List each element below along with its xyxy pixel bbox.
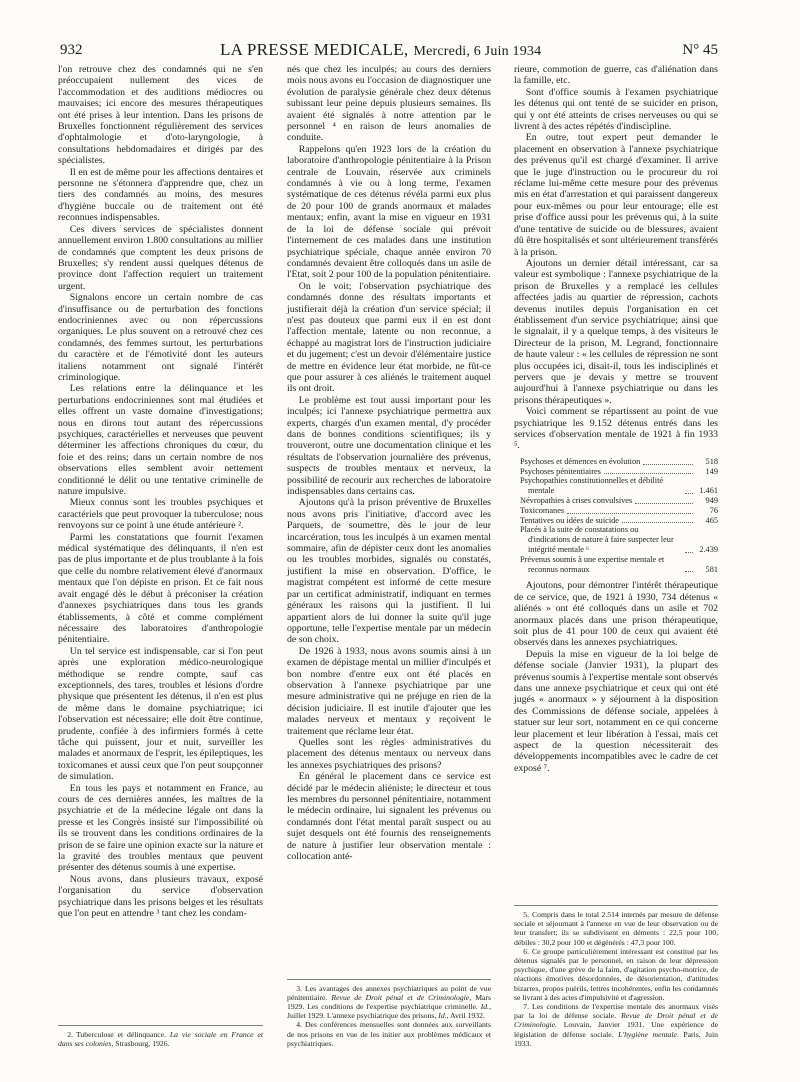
paragraph: Ajoutons qu'à la prison préventive de Bruxelles nous avons pris l'initiative, d'accord avec les Parquets, de soumettre, dès le jour de leur incarcération, tous les inculpés à un examen mental sommaire, afin de dépister ceux dont les anomalies ou les troubles morbides, signalés ou constatés, justifient la mise en observation. D'office, le magistrat compétent est informé de cette mesure par un certificat administratif, indiquant en termes généraux les raisons qui la justifient. Il lui appartient alors de lui donner la suite qu'il juge opportune, telle l'expertise mentale par un médecin de son choix. <box>287 497 491 646</box>
paragraph: Signalons encore un certain nombre de cas d'insuffisance ou de perturbation des fonctions endocriniennes avec ou non répercussions organiques. Le plus souvent on a retrouvé chez ces condamnés, des femmes surtout, les perturbations du caractère et de l'émotivité dont les auteurs italiens notamment ont signalé l'intérêt criminologique. <box>58 292 263 383</box>
footnote-number: 6. <box>523 946 529 956</box>
table-row <box>520 506 718 516</box>
paragraph: Mieux connus sont les troubles psychiques et caractériels que peut provoquer la tuberculose; nous renvoyons sur ce point à une étude antérieure ². <box>58 497 263 532</box>
row-value: 581 <box>705 564 718 574</box>
footnote-text: , Strasbourg, 1926. <box>111 1038 170 1048</box>
column-2-body <box>287 64 491 862</box>
table-row <box>520 496 718 506</box>
paragraph: rieure, commotion de guerre, cas d'aliénation dans la famille, etc. <box>514 64 718 87</box>
row-label: Psychopathies constitutionnelles et débilité mentale <box>520 476 664 496</box>
footnote-5 <box>514 910 718 947</box>
footnote-citation: Revue de Droit pénal et de Criminologie <box>331 992 470 1002</box>
dot-leader <box>685 493 693 494</box>
page-number: 932 <box>60 42 83 58</box>
paragraph: Sont d'office soumis à l'examen psychiatrique les détenus qui ont tenté de se suicider en prison, qui y ont été atteints de crises nerveuses ou qui se livrent à des actes répétés d'indiscipline. <box>514 86 718 133</box>
paragraph: nés que chez les inculpés; au cours des derniers mois nous avons eu l'occasion de diagnostiquer une évolution de paralysie générale chez deux détenus subissant leur peine depuis plusieurs semaines. Ils avaient été signalés à notre attention par le personnel ⁴ en raison de leurs anomalies de conduite. <box>287 64 491 144</box>
footnote-text: . Louvain, Janvier 1931. Une expérience de législation de défense sociale. <box>514 1020 718 1039</box>
footnote-number: 2. <box>67 1029 73 1039</box>
paragraph: Les relations entre la délinquance et les perturbations endocriniennes sont mal étudiées et elles offrent un vaste domaine d'investigations; nous en dirons tout autant des répercussions psychiques, caractérielles et nerveuses que peuvent déterminer les affections chroniques du cœur, du foie et des reins; dans un certain nombre de nos observations elles semblent avoir nettement conditionné le délit ou une tentative criminelle de nature impulsive. <box>58 383 263 498</box>
footnote-number: 3. <box>296 983 302 993</box>
table-row <box>520 467 718 477</box>
paragraph: Ajoutons un dernier détail intéressant, car sa valeur est symbolique : l'annexe psychiatrique de la prison de Bruxelles y a remplacé les cellules affectées jadis au quartier de répression, cachots devenus inutiles depuis l'organisation en cet établissement d'un service psychiatrique; ainsi que le signalait, il y a quelque temps, à des visiteurs le Directeur de la prison, M. Legrand, fonctionnaire de haute valeur : « les cellules de répression ne sont plus occupées ici, disait-il, tous les indisciplinés et pervers que je devais y mettre se trouvent aujourd'hui à l'annexe psychiatrique ou dans les prisons thérapeutiques ». <box>514 257 718 406</box>
row-value: 465 <box>705 515 718 525</box>
row-value: 149 <box>705 466 718 476</box>
paragraph: Parmi les constatations que fournit l'examen médical systématique des délinquants, il n'en est pas de plus importante et de plus troublante à la fois que celle du nombre relativement élevé d'anormaux mentaux que l'on dépiste en prison. Et ce fait nous avait engagé dès le début à préconiser la création d'annexes psychiatriques dans tous les grands établissements, à côté et comme complément nécessaire des laboratoires d'anthropologie pénitentiaire. <box>58 531 263 646</box>
paragraph: l'on retrouve chez des condamnés qui ne s'en préoccupaient nullement des vices de l'accommodation et des auditions médiocres ou mauvaises; ici encore des mesures thérapeutiques ont été prises à leur intention. Dans les prisons de Bruxelles fonctionnent régulièrement des services d'ophtalmologie et d'oto-laryngologie, à consultations hebdomadaires et dirigés par des spécialistes. <box>58 64 263 167</box>
paragraph: Ces divers services de spécialistes donnent annuellement environ 1.800 consultations au millier de condamnés que comptent les deux prisons de Bruxelles; s'y rendent aussi quelques détenus de province dont l'affection requiert un traitement urgent. <box>58 223 263 292</box>
row-value: 1.461 <box>699 486 718 496</box>
footnote-3 <box>287 984 491 1021</box>
paragraph: Nous avons, dans plusieurs travaux, exposé l'organisation du service d'observation psychiatrique dans les prisons belges et les résultats que l'on peut en attendre ³ tant chez les condam- <box>58 873 263 920</box>
dot-leader <box>635 503 693 504</box>
table-row <box>520 555 718 575</box>
row-label: Tentatives ou idées de suicide <box>520 515 619 525</box>
paragraph: En tous les pays et notamment en France, au cours de ces dernières années, les maîtres de la psychiatrie et de la médecine légale ont dans la presse et les Congrès insisté sur l'impossibilité où ils se trouvent dans les conditions ordinaires de la prison de se faire une opinion exacte sur la nature et la gravité des troubles mentaux que peuvent présenter des détenus soumis à une expertise. <box>58 782 263 874</box>
column-1 <box>58 64 263 1048</box>
column-2 <box>287 64 491 1048</box>
statistics-table <box>520 457 718 575</box>
table-row <box>520 516 718 526</box>
footnote-text: , Juillet 1929. L'annexe psychiatrique des prisons, <box>287 1001 491 1021</box>
paragraph: En général le placement dans ce service est décidé par le médecin aliéniste; le directeur et tous les membres du personnel pénitentiaire, notamment le médecin ordinaire, lui signalent les prévenus ou condamnés dont l'état mental paraît suspect ou au sujet desquels ont été fournis des renseignements de nature à justifier leur observation mentale : collocation anté- <box>287 771 491 863</box>
footnote-text: Les avantages des annexes psychiatriques au point de vue pénitentiaire. <box>287 983 491 1002</box>
dot-leader <box>643 464 693 465</box>
footnote-text: Des conférences mensuelles sont données aux surveillants de nos prisons en vue de les initier aux problèmes médicaux et psychiatriques. <box>287 1020 491 1048</box>
table-row <box>520 457 718 467</box>
row-label: Placés à la suite de constatations ou d'indications de nature à faire suspecter leur intégrité mentale ⁶ <box>520 525 674 554</box>
row-value: 949 <box>705 496 718 505</box>
footnote-text: Les conditions de l'expertise mentale des anormaux visés par la loi de défense sociale. <box>514 1001 718 1021</box>
row-value: 2.439 <box>699 544 718 554</box>
paragraph: Ajoutons, pour démontrer l'intérêt thérapeutique de ce service, que, de 1921 à 1930, 734 détenus « aliénés » ont été colloqués dans un asile et 702 anormaux placés dans une prison thérapeutique, soit plus de 41 pour 100 de ceux qui avaient été observés dans les annexes psychiatriques. <box>514 580 718 649</box>
footnote-citation: La vie sociale en France et dans ses colonies <box>58 1029 263 1048</box>
paragraph: De 1926 à 1933, nous avons soumis ainsi à un examen de dépistage mental un millier d'inculpés et bon nombre d'entre eux ont été placés en observation à l'annexe psychiatrique par une mesure administrative qui ne préjuge en rien de la décision judiciaire. Il est inutile d'ajouter que les malades nerveux et mentaux y reçoivent le traitement que réclame leur état. <box>287 645 491 737</box>
journal-title-line <box>220 40 541 60</box>
dot-leader <box>604 473 693 474</box>
dot-leader <box>622 522 693 523</box>
paragraph: Le problème est tout aussi important pour les inculpés; ici l'annexe psychiatrique permettra aux experts, chargés d'un examen mental, d'y procéder dans de bonnes conditions scientifiques; ils y trouveront, outre une documentation clinique et les résultats de l'observation journalière des prévenus, suspects de troubles mentaux et nerveux, la possibilité de recourir aux recherches de laboratoire indispensables dans certains cas. <box>287 394 491 498</box>
page-header <box>60 40 718 62</box>
row-value: 518 <box>705 456 718 466</box>
paragraph: Rappelons qu'en 1923 lors de la création du laboratoire d'anthropologie pénitentiaire à la Prison centrale de Louvain, réservée aux criminels condamnés à vie ou à long terme, l'examen systématique de ces détenus révéla parmi eux plus de 20 pour 100 de grands anormaux et malades mentaux; enfin, avant la mise en vigueur en 1931 de la loi de défense sociale qui prévoit l'internement de ces malades dans une institution psychiatrique spéciale, chaque année environ 70 condamnés devaient être colloqués dans un asile de l'Etat, soit 2 pour 100 de la population pénitentiaire. <box>287 143 491 281</box>
footnote-number: 4. <box>296 1020 302 1030</box>
footnote-text: Ce groupe particulièrement intéressant est constitué par les détenus signalés par le personnel, en raison de leur dépression psychique, d'une grève de la faim, d'agitation psycho-motrice, de réactions émotives désordonnées, de désorientation, d'attitudes bizarres, propos puérils, lettres incohérentes, enfin les condamnés se livrant à des actes d'impulsivité et d'agression. <box>514 946 718 1002</box>
footnote-text: Tuberculose et délinquance. <box>76 1029 170 1039</box>
paragraph: On le voit; l'observation psychiatrique des condamnés donne des résultats importants et justifierait déjà la création d'un service spécial; il n'est pas douteux que parmi eux il en est dont l'affection mentale, latente ou non reconnue, a échappé au magistrat lors de l'instruction judiciaire et du jugement; c'est un devoir d'élémentaire justice de mettre en évidence leur état morbide, ne fût-ce que pour assurer à ces aliénés le traitement auquel ils ont droit. <box>287 280 491 395</box>
footnote-6 <box>514 947 718 1002</box>
paragraph: Quelles sont les règles administratives du placement des détenus mentaux ou nerveux dans les annexes psychiatriques des prisons? <box>287 736 491 771</box>
row-label: Psychoses pénitentiaires <box>520 466 601 476</box>
row-value: 76 <box>709 505 718 515</box>
column-1-body <box>58 64 263 919</box>
footnote-number: 5. <box>523 909 529 919</box>
paragraph: Depuis la mise en vigueur de la loi belge de défense sociale (Janvier 1931), la plupart des prévenus soumis à l'expertise mentale sont observés dans une annexe psychiatrique et ceux qui ont été jugés « anormaux » y séjournent à la disposition des Commissions de défense sociale, appelées à statuer sur leur sort, notamment en ce qui concerne leur placement et leur libération à l'essai, mais cet aspect de la question nécessiterait des développements incompatibles avec le cadre de cet exposé ⁷. <box>514 648 718 774</box>
footnote-text: , Avril 1932. <box>446 1011 485 1021</box>
row-label: Prévenus soumis à une expertise mentale et reconnus normaux <box>520 554 665 574</box>
journal-name: LA PRESSE MEDICALE, <box>220 40 409 59</box>
row-label: Névropathies à crises convulsives <box>520 496 633 505</box>
footnote-citation: Revue de Droit pénal et de Criminologie <box>514 1011 718 1030</box>
column-3 <box>514 64 718 1048</box>
column-3-body <box>514 64 718 774</box>
dot-leader <box>567 513 693 514</box>
dot-leader <box>685 571 693 572</box>
issue-number: N° 45 <box>682 42 718 58</box>
footnote-7 <box>514 1002 718 1048</box>
footnote-citation: L'hygiène mentale <box>618 1029 677 1039</box>
issue-date: Mercredi, 6 Juin 1934 <box>413 44 542 59</box>
footnote-text: . Paris, Juin 1933. <box>514 1029 718 1048</box>
paragraph: En outre, tout expert peut demander le placement en observation à l'annexe psychiatrique des prévenus qu'il est chargé d'examiner. Il arrive que le juge d'instruction ou le procureur du roi réclame lui-même cette mesure pour des prévenus mis en état d'arrestation et qui paraissent dangereux pour eux-mêmes ou pour leur entourage; elle est prise d'office aussi pour les prévenus qui, à la suite d'une tentative de suicide ou de blessures, avaient dû être hospitalisés et sont ultérieurement transférés à la prison. <box>514 132 718 258</box>
footnote-text: Compris dans le total 2.514 internés par mesure de défense sociale et séjournant à l'annexe en vue de leur observation ou de leur transfert; ils se subdivisent en déments : 22,5 pour 100, débiles : 30,2 pour 100 et dégénérés : 47,3 pour 100. <box>514 909 718 947</box>
paragraph: Voici comment se répartissent au point de vue psychiatrique les 9.152 détenus entrés dans les services d'observation mentale de 1921 à fin 1933 ⁵. <box>514 406 718 452</box>
footnote-number: 7. <box>523 1001 529 1011</box>
column-2-footnotes <box>287 979 491 1048</box>
column-3-footnotes <box>514 905 718 1048</box>
table-row <box>520 525 718 554</box>
table-row <box>520 476 718 496</box>
paragraph: Un tel service est indispensable, car si l'on peut après une exploration médico-neurologique méthodique se rendre compte, sauf cas exceptionnels, des tares, troubles et lésions d'ordre physique que présentent les détenus, il n'en est plus de même dans le domaine psychiatrique; ici l'observation est nécessaire; elle doit être continue, prudente, confiée à des infirmiers formés à cette tâche qui puissent, jour et nuit, surveiller les malades et anormaux de l'esprit, les épileptiques, les toxicomanes et aussi ceux que l'on peut soupçonner de simulation. <box>58 645 263 783</box>
dot-leader <box>685 552 693 553</box>
footnote-citation: Id. <box>480 1001 490 1011</box>
paragraph: Il en est de même pour les affections dentaires et personne ne s'étonnera d'apprendre que, chez un tiers des condamnés au moins, des mesures d'hygiène buccale ou de traitement ont été reconnues indispensables. <box>58 166 263 224</box>
footnote-citation: Id. <box>438 1011 447 1021</box>
footnote-text: , Mars 1929. Les conditions de l'expertise psychiatrique criminelle. <box>287 992 491 1011</box>
column-1-footnotes <box>58 1025 263 1048</box>
footnote-2 <box>58 1030 263 1048</box>
row-label: Psychoses et démences en évolution <box>520 456 641 466</box>
row-label: Toxicomanes <box>520 505 565 515</box>
footnote-4 <box>287 1020 491 1048</box>
